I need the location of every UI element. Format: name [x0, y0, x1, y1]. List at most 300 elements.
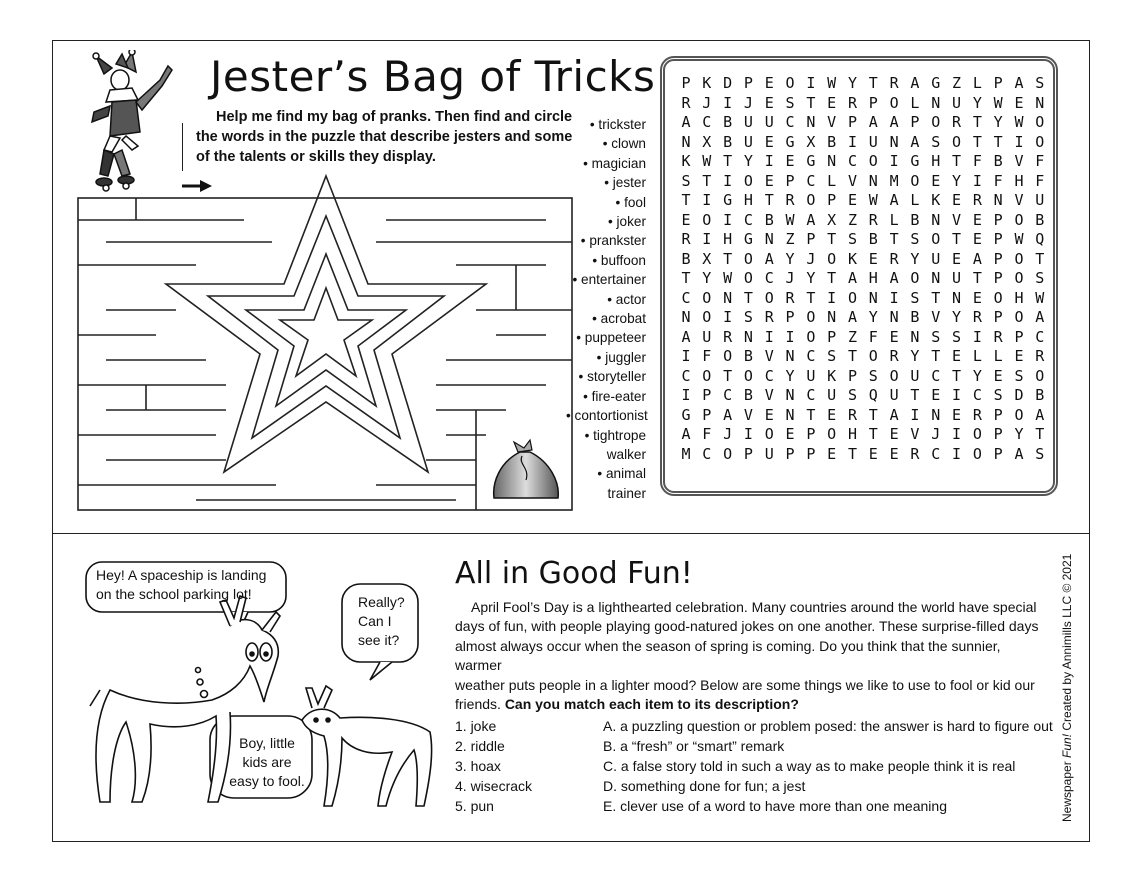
word-search-letter[interactable]: I [702, 230, 712, 248]
word-search-letter[interactable]: Y [785, 366, 795, 385]
word-search-letter[interactable]: J [702, 93, 712, 112]
word-search-letter[interactable]: N [910, 327, 920, 346]
word-search-letter[interactable]: S [910, 288, 920, 307]
word-search-letter[interactable]: O [868, 152, 878, 170]
word-search-letter[interactable]: C [764, 269, 774, 287]
word-search-letter[interactable]: U [743, 132, 753, 151]
word-search-letter[interactable]: P [993, 425, 1003, 443]
word-search-letter[interactable]: E [972, 288, 982, 307]
word-search-letter[interactable]: V [910, 425, 920, 443]
word-search-letter[interactable]: U [764, 444, 774, 463]
word-search-letter[interactable]: T [1035, 425, 1045, 443]
word-search-letter[interactable]: A [681, 327, 691, 346]
word-search-letter[interactable]: U [889, 386, 899, 404]
word-search-letter[interactable]: M [681, 444, 691, 463]
word-search-letter[interactable]: Z [952, 74, 962, 92]
word-search-letter[interactable]: H [723, 230, 733, 248]
word-search-letter[interactable]: R [889, 74, 899, 92]
word-search-letter[interactable]: B [764, 210, 774, 229]
word-search-letter[interactable]: C [785, 113, 795, 131]
word-search-letter[interactable]: Q [1035, 230, 1045, 248]
word-search-letter[interactable]: O [1014, 210, 1024, 229]
word-search-letter[interactable]: C [681, 366, 691, 385]
word-search-letter[interactable]: C [764, 366, 774, 385]
word-search-letter[interactable]: T [847, 444, 858, 463]
word-search-letter[interactable]: B [743, 347, 753, 365]
word-search-letter[interactable]: N [785, 405, 795, 424]
word-search-letter[interactable]: P [806, 425, 816, 443]
word-search-letter[interactable]: R [952, 113, 962, 131]
word-search-letter[interactable]: H [868, 269, 878, 287]
word-search-letter[interactable]: S [868, 366, 878, 385]
word-search-letter[interactable]: H [1014, 288, 1024, 307]
word-search-letter[interactable]: R [681, 230, 691, 248]
word-search-letter[interactable]: T [868, 405, 878, 424]
word-search-letter[interactable]: N [827, 152, 837, 170]
word-search-letter[interactable]: T [972, 113, 982, 131]
word-search-letter[interactable]: W [702, 152, 712, 170]
word-search-letter[interactable]: P [681, 74, 691, 92]
word-search-letter[interactable]: P [743, 444, 753, 463]
word-search-letter[interactable]: P [993, 444, 1003, 463]
word-search-letter[interactable]: R [681, 93, 691, 112]
word-search-letter[interactable]: X [827, 210, 837, 229]
word-search-letter[interactable]: F [1035, 171, 1045, 190]
word-search-letter[interactable]: G [743, 230, 753, 248]
word-search-letter[interactable]: Y [847, 74, 858, 92]
word-search-letter[interactable]: P [827, 327, 837, 346]
word-search-letter[interactable]: N [931, 93, 941, 112]
word-search-grid[interactable] [676, 74, 1050, 464]
word-search-letter[interactable]: P [993, 210, 1003, 229]
word-search-letter[interactable]: L [972, 74, 982, 92]
word-search-letter[interactable]: F [972, 152, 982, 170]
word-search-letter[interactable]: U [931, 249, 941, 268]
word-search-letter[interactable]: X [702, 132, 712, 151]
word-search-letter[interactable]: I [972, 171, 982, 190]
word-search-letter[interactable]: B [723, 132, 733, 151]
word-search-letter[interactable]: J [931, 425, 941, 443]
word-search-letter[interactable]: E [681, 210, 691, 229]
word-search-letter[interactable]: S [847, 386, 858, 404]
word-search-letter[interactable]: R [1035, 347, 1045, 365]
word-search-letter[interactable]: O [1014, 249, 1024, 268]
word-search-letter[interactable]: D [1014, 386, 1024, 404]
word-search-letter[interactable]: I [723, 308, 733, 326]
word-search-letter[interactable]: O [764, 288, 774, 307]
word-search-letter[interactable]: A [847, 308, 858, 326]
word-search-letter[interactable]: H [743, 191, 753, 209]
word-search-letter[interactable]: Y [910, 347, 920, 365]
word-search-letter[interactable]: W [785, 210, 795, 229]
word-search-letter[interactable]: B [1035, 210, 1045, 229]
word-search-letter[interactable]: O [723, 444, 733, 463]
word-search-letter[interactable]: O [702, 308, 712, 326]
word-search-letter[interactable]: Y [702, 269, 712, 287]
word-search-letter[interactable]: F [702, 425, 712, 443]
word-search-letter[interactable]: Q [868, 386, 878, 404]
word-search-letter[interactable]: R [889, 347, 899, 365]
word-search-letter[interactable]: R [723, 327, 733, 346]
word-search-letter[interactable]: P [993, 74, 1003, 92]
word-search-letter[interactable]: C [723, 386, 733, 404]
word-search-letter[interactable]: T [952, 366, 962, 385]
word-search-letter[interactable]: O [702, 366, 712, 385]
word-search-letter[interactable]: S [1014, 366, 1024, 385]
word-search-letter[interactable]: A [681, 425, 691, 443]
word-search-letter[interactable]: P [1014, 327, 1024, 346]
word-search-letter[interactable]: I [806, 74, 816, 92]
word-search-letter[interactable]: I [743, 425, 753, 443]
word-search-letter[interactable]: J [743, 93, 753, 112]
word-search-letter[interactable]: T [806, 93, 816, 112]
word-search-letter[interactable]: O [972, 425, 982, 443]
word-search-letter[interactable]: O [889, 93, 899, 112]
word-search-letter[interactable]: S [910, 230, 920, 248]
word-search-letter[interactable]: U [806, 366, 816, 385]
word-search-letter[interactable]: U [764, 113, 774, 131]
word-search-letter[interactable]: E [952, 249, 962, 268]
word-search-letter[interactable]: L [910, 93, 920, 112]
word-search-letter[interactable]: E [1014, 347, 1024, 365]
word-search-letter[interactable]: C [702, 113, 712, 131]
word-search-letter[interactable]: H [1014, 171, 1024, 190]
word-search-letter[interactable]: P [847, 113, 858, 131]
word-search-letter[interactable]: Z [785, 230, 795, 248]
word-search-letter[interactable]: T [972, 132, 982, 151]
word-search-letter[interactable]: A [1014, 444, 1024, 463]
word-search-letter[interactable]: Y [972, 366, 982, 385]
word-search-letter[interactable]: T [993, 132, 1003, 151]
word-search-letter[interactable]: N [764, 230, 774, 248]
word-search-letter[interactable]: I [723, 210, 733, 229]
word-search-letter[interactable]: N [681, 308, 691, 326]
word-search-letter[interactable]: O [868, 347, 878, 365]
word-search-letter[interactable]: A [889, 113, 899, 131]
word-search-letter[interactable]: U [827, 386, 837, 404]
word-search-letter[interactable]: P [806, 444, 816, 463]
word-search-letter[interactable]: O [1014, 308, 1024, 326]
word-search-letter[interactable]: I [764, 152, 774, 170]
word-search-letter[interactable]: A [910, 74, 920, 92]
word-search-letter[interactable]: C [847, 152, 858, 170]
word-search-letter[interactable]: A [764, 249, 774, 268]
word-search-letter[interactable]: V [743, 405, 753, 424]
word-search-letter[interactable]: C [806, 171, 816, 190]
word-search-letter[interactable]: I [764, 327, 774, 346]
word-search-letter[interactable]: T [806, 405, 816, 424]
word-search-letter[interactable]: V [847, 171, 858, 190]
word-search-letter[interactable]: P [847, 366, 858, 385]
word-search-letter[interactable]: A [723, 405, 733, 424]
word-search-letter[interactable]: O [993, 288, 1003, 307]
word-search-letter[interactable]: I [952, 425, 962, 443]
word-search-letter[interactable]: A [1035, 405, 1045, 424]
word-search-letter[interactable]: T [868, 74, 878, 92]
word-search-letter[interactable]: O [702, 210, 712, 229]
word-search-letter[interactable]: P [785, 308, 795, 326]
word-search-letter[interactable]: A [910, 132, 920, 151]
word-search-letter[interactable]: P [785, 171, 795, 190]
word-search-letter[interactable]: E [952, 405, 962, 424]
word-search-letter[interactable]: R [889, 249, 899, 268]
word-search-letter[interactable]: C [1035, 327, 1045, 346]
word-search-letter[interactable]: O [827, 249, 837, 268]
word-search-letter[interactable]: N [681, 132, 691, 151]
word-search-letter[interactable]: T [827, 230, 837, 248]
word-search-letter[interactable]: E [931, 171, 941, 190]
word-search-letter[interactable]: S [993, 386, 1003, 404]
word-search-letter[interactable]: A [868, 113, 878, 131]
word-search-letter[interactable]: B [743, 386, 753, 404]
word-search-letter[interactable]: K [681, 152, 691, 170]
word-search-letter[interactable]: B [993, 152, 1003, 170]
word-search-letter[interactable]: X [806, 132, 816, 151]
word-search-letter[interactable]: O [847, 288, 858, 307]
word-search-letter[interactable]: A [1014, 74, 1024, 92]
word-search-letter[interactable]: C [806, 347, 816, 365]
word-search-letter[interactable]: C [681, 288, 691, 307]
word-search-letter[interactable]: A [681, 113, 691, 131]
word-search-letter[interactable]: O [952, 132, 962, 151]
word-search-letter[interactable]: R [972, 405, 982, 424]
word-search-letter[interactable]: L [972, 347, 982, 365]
word-search-letter[interactable]: I [723, 93, 733, 112]
word-search-letter[interactable]: O [1014, 269, 1024, 287]
word-search-letter[interactable]: O [1035, 113, 1045, 131]
word-search-letter[interactable]: E [847, 191, 858, 209]
word-search-letter[interactable]: Y [952, 171, 962, 190]
word-search-letter[interactable]: L [827, 171, 837, 190]
word-search-letter[interactable]: O [743, 366, 753, 385]
word-search-letter[interactable]: N [993, 191, 1003, 209]
word-search-letter[interactable]: E [972, 230, 982, 248]
word-search-letter[interactable]: G [681, 405, 691, 424]
word-search-letter[interactable]: G [785, 132, 795, 151]
word-search-letter[interactable]: E [764, 405, 774, 424]
word-search-letter[interactable]: V [952, 210, 962, 229]
word-search-letter[interactable]: O [785, 74, 795, 92]
word-search-letter[interactable]: Y [972, 93, 982, 112]
word-search-letter[interactable]: P [993, 405, 1003, 424]
word-search-letter[interactable]: T [723, 249, 733, 268]
word-search-letter[interactable]: B [1035, 386, 1045, 404]
word-search-letter[interactable]: E [764, 74, 774, 92]
word-search-letter[interactable]: S [931, 327, 941, 346]
word-search-letter[interactable]: O [743, 249, 753, 268]
word-search-letter[interactable]: E [889, 444, 899, 463]
word-search-letter[interactable]: R [910, 444, 920, 463]
word-search-letter[interactable]: I [972, 327, 982, 346]
word-search-letter[interactable]: W [1014, 113, 1024, 131]
word-search-letter[interactable]: D [723, 74, 733, 92]
word-search-letter[interactable]: R [785, 288, 795, 307]
word-search-letter[interactable]: U [743, 113, 753, 131]
word-search-letter[interactable]: A [889, 269, 899, 287]
word-search-letter[interactable]: S [847, 230, 858, 248]
word-search-letter[interactable]: T [910, 386, 920, 404]
word-search-letter[interactable]: N [931, 405, 941, 424]
word-search-letter[interactable]: T [827, 269, 837, 287]
word-search-letter[interactable]: G [931, 74, 941, 92]
word-search-letter[interactable]: S [827, 347, 837, 365]
word-search-letter[interactable]: C [702, 444, 712, 463]
word-search-letter[interactable]: X [702, 249, 712, 268]
word-search-letter[interactable]: P [785, 444, 795, 463]
word-search-letter[interactable]: E [889, 425, 899, 443]
word-search-letter[interactable]: A [847, 269, 858, 287]
word-search-letter[interactable]: I [889, 288, 899, 307]
word-search-letter[interactable]: T [743, 288, 753, 307]
word-search-letter[interactable]: I [702, 191, 712, 209]
word-search-letter[interactable]: A [806, 210, 816, 229]
word-search-letter[interactable]: O [806, 191, 816, 209]
word-search-letter[interactable]: P [702, 405, 712, 424]
word-search-letter[interactable]: N [889, 308, 899, 326]
word-search-letter[interactable]: P [993, 249, 1003, 268]
word-search-letter[interactable]: C [931, 366, 941, 385]
word-search-letter[interactable]: B [681, 249, 691, 268]
word-search-letter[interactable]: L [993, 347, 1003, 365]
word-search-letter[interactable]: V [764, 347, 774, 365]
word-search-letter[interactable]: V [1014, 191, 1024, 209]
word-search-letter[interactable]: R [868, 210, 878, 229]
word-search-letter[interactable]: J [723, 425, 733, 443]
word-search-letter[interactable]: V [764, 386, 774, 404]
word-search-letter[interactable]: A [889, 405, 899, 424]
word-search-letter[interactable]: W [723, 269, 733, 287]
word-search-letter[interactable]: K [702, 74, 712, 92]
word-search-letter[interactable]: B [868, 230, 878, 248]
word-search-letter[interactable]: Z [847, 327, 858, 346]
word-search-letter[interactable]: T [931, 288, 941, 307]
word-search-letter[interactable]: E [993, 366, 1003, 385]
word-search-letter[interactable]: T [952, 230, 962, 248]
word-search-letter[interactable]: Y [806, 269, 816, 287]
word-search-letter[interactable]: O [827, 425, 837, 443]
word-search-letter[interactable]: T [681, 269, 691, 287]
word-search-letter[interactable]: P [827, 191, 837, 209]
word-search-letter[interactable]: E [889, 327, 899, 346]
word-search-letter[interactable]: N [952, 288, 962, 307]
word-search-letter[interactable]: O [702, 288, 712, 307]
word-search-letter[interactable]: U [1035, 191, 1045, 209]
word-search-letter[interactable]: E [827, 405, 837, 424]
word-search-letter[interactable]: F [868, 327, 878, 346]
word-search-letter[interactable]: R [993, 327, 1003, 346]
word-search-letter[interactable]: W [993, 93, 1003, 112]
word-search-letter[interactable]: N [1035, 93, 1045, 112]
word-search-letter[interactable]: S [1035, 74, 1045, 92]
word-search-letter[interactable]: E [952, 347, 962, 365]
word-search-letter[interactable]: R [972, 191, 982, 209]
word-search-letter[interactable]: N [868, 171, 878, 190]
word-search-letter[interactable]: Z [847, 210, 858, 229]
word-search-letter[interactable]: E [785, 425, 795, 443]
word-search-letter[interactable]: N [723, 288, 733, 307]
word-search-letter[interactable]: S [785, 93, 795, 112]
word-search-letter[interactable]: Y [1014, 425, 1024, 443]
word-search-letter[interactable]: O [764, 425, 774, 443]
word-search-letter[interactable]: P [910, 113, 920, 131]
word-search-letter[interactable]: C [972, 386, 982, 404]
word-search-letter[interactable]: N [931, 269, 941, 287]
word-search-letter[interactable]: I [723, 171, 733, 190]
word-search-letter[interactable]: O [931, 230, 941, 248]
word-search-letter[interactable]: I [681, 386, 691, 404]
word-search-letter[interactable]: V [1014, 152, 1024, 170]
word-search-letter[interactable]: N [785, 347, 795, 365]
word-search-letter[interactable]: O [723, 347, 733, 365]
word-search-letter[interactable]: P [993, 269, 1003, 287]
word-search-letter[interactable]: I [827, 288, 837, 307]
word-search-letter[interactable]: S [743, 308, 753, 326]
word-search-letter[interactable]: G [723, 191, 733, 209]
word-search-letter[interactable]: L [910, 191, 920, 209]
word-search-letter[interactable]: J [785, 269, 795, 287]
word-search-letter[interactable]: E [785, 152, 795, 170]
word-search-letter[interactable]: S [681, 171, 691, 190]
word-search-letter[interactable]: N [806, 113, 816, 131]
word-search-letter[interactable]: R [785, 191, 795, 209]
word-search-letter[interactable]: T [847, 347, 858, 365]
word-search-letter[interactable]: T [931, 347, 941, 365]
word-search-letter[interactable]: T [764, 191, 774, 209]
word-search-letter[interactable]: H [847, 425, 858, 443]
word-search-letter[interactable]: I [952, 444, 962, 463]
word-search-letter[interactable]: S [931, 132, 941, 151]
word-search-letter[interactable]: T [1035, 249, 1045, 268]
word-search-letter[interactable]: N [743, 327, 753, 346]
word-search-letter[interactable]: U [702, 327, 712, 346]
word-search-letter[interactable]: E [1014, 93, 1024, 112]
word-search-letter[interactable]: S [1035, 444, 1045, 463]
word-search-letter[interactable]: B [827, 132, 837, 151]
word-search-letter[interactable]: H [931, 152, 941, 170]
word-search-letter[interactable]: V [931, 308, 941, 326]
word-search-letter[interactable]: W [868, 191, 878, 209]
word-search-letter[interactable]: T [972, 269, 982, 287]
word-search-letter[interactable]: E [764, 93, 774, 112]
word-search-letter[interactable]: N [827, 308, 837, 326]
word-search-letter[interactable]: F [702, 347, 712, 365]
word-search-letter[interactable]: U [952, 93, 962, 112]
word-search-letter[interactable]: P [993, 230, 1003, 248]
word-search-letter[interactable]: O [972, 444, 982, 463]
word-search-letter[interactable]: F [1035, 152, 1045, 170]
word-search-letter[interactable]: N [785, 386, 795, 404]
word-search-letter[interactable]: O [806, 308, 816, 326]
word-search-letter[interactable]: E [827, 93, 837, 112]
word-search-letter[interactable]: T [702, 171, 712, 190]
word-search-letter[interactable]: T [723, 366, 733, 385]
word-search-letter[interactable]: J [806, 249, 816, 268]
word-search-letter[interactable]: R [847, 405, 858, 424]
word-search-letter[interactable]: E [972, 210, 982, 229]
word-search-letter[interactable]: T [681, 191, 691, 209]
word-search-letter[interactable]: Y [868, 308, 878, 326]
word-search-letter[interactable]: O [931, 113, 941, 131]
word-search-letter[interactable]: T [806, 288, 816, 307]
word-search-letter[interactable]: I [785, 327, 795, 346]
word-search-letter[interactable]: T [723, 152, 733, 170]
word-search-letter[interactable]: P [743, 74, 753, 92]
word-search-letter[interactable]: R [847, 93, 858, 112]
word-search-letter[interactable]: U [868, 132, 878, 151]
word-search-letter[interactable]: P [993, 308, 1003, 326]
word-search-letter[interactable]: E [827, 444, 837, 463]
word-search-letter[interactable]: I [1014, 132, 1024, 151]
